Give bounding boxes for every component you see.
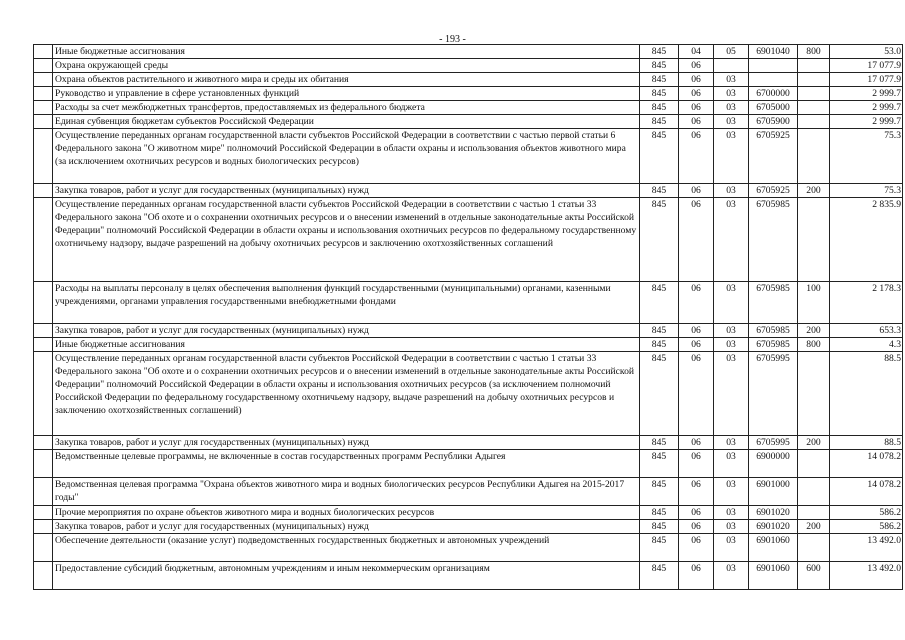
row-section-code: 06 bbox=[679, 59, 714, 73]
row-ministry-code: 845 bbox=[640, 352, 679, 436]
row-ministry-code: 845 bbox=[640, 338, 679, 352]
row-description: Иные бюджетные ассигнования bbox=[53, 338, 640, 352]
row-margin-cell bbox=[34, 87, 53, 101]
row-ministry-code: 845 bbox=[640, 59, 679, 73]
row-ministry-code: 845 bbox=[640, 129, 679, 184]
row-margin-cell bbox=[34, 115, 53, 129]
row-description: Осуществление переданных органам государственной власти субъектов Российской Федерации в соответствии с частью 1 статьи 33 Федерального закона "Об охоте и о сохранении охотничьих ресурсов и о внесении изменений в отдельные законодательные акты Российской Федерации" полномочий Российской Федерации в области охраны и использования охотничьих ресурсов (за исключением полномочий Российской Федерации по федеральному государственному охотничьему надзору, выдаче разрешений на добычу охотничьих ресурсов и заключению охотхозяйственных соглашений) bbox=[53, 352, 640, 436]
table-row bbox=[34, 73, 903, 87]
row-expense-type bbox=[798, 450, 830, 478]
row-section-code: 06 bbox=[679, 73, 714, 87]
row-target-article: 6705000 bbox=[749, 101, 798, 115]
table-row bbox=[34, 562, 903, 590]
row-amount: 75.3 bbox=[830, 184, 903, 198]
row-description: Охрана окружающей среды bbox=[53, 59, 640, 73]
row-target-article: 6705925 bbox=[749, 129, 798, 184]
row-target-article: 6705985 bbox=[749, 282, 798, 324]
row-ministry-code: 845 bbox=[640, 534, 679, 562]
row-section-code: 06 bbox=[679, 450, 714, 478]
row-ministry-code: 845 bbox=[640, 101, 679, 115]
table-row bbox=[34, 324, 903, 338]
row-section-code: 06 bbox=[679, 324, 714, 338]
row-subsection-code: 03 bbox=[714, 282, 749, 324]
row-amount: 2 999.7 bbox=[830, 115, 903, 129]
page-number: - 193 - bbox=[439, 34, 466, 45]
row-section-code: 06 bbox=[679, 520, 714, 534]
row-target-article: 6700000 bbox=[749, 87, 798, 101]
row-amount: 88.5 bbox=[830, 436, 903, 450]
row-target-article: 6705925 bbox=[749, 184, 798, 198]
row-subsection-code: 03 bbox=[714, 73, 749, 87]
row-target-article: 6705985 bbox=[749, 324, 798, 338]
row-description: Охрана объектов растительного и животного мира и среды их обитания bbox=[53, 73, 640, 87]
row-subsection-code: 03 bbox=[714, 87, 749, 101]
table-row bbox=[34, 129, 903, 184]
row-section-code: 06 bbox=[679, 478, 714, 506]
row-subsection-code: 03 bbox=[714, 562, 749, 590]
row-target-article: 6901040 bbox=[749, 45, 798, 59]
row-subsection-code bbox=[714, 59, 749, 73]
row-amount: 17 077.9 bbox=[830, 59, 903, 73]
row-margin-cell bbox=[34, 45, 53, 59]
row-description: Руководство и управление в сфере установленных функций bbox=[53, 87, 640, 101]
row-amount: 53.0 bbox=[830, 45, 903, 59]
row-expense-type bbox=[798, 198, 830, 282]
row-section-code: 06 bbox=[679, 338, 714, 352]
row-amount: 13 492.0 bbox=[830, 534, 903, 562]
row-subsection-code: 03 bbox=[714, 506, 749, 520]
row-amount: 17 077.9 bbox=[830, 73, 903, 87]
row-target-article: 6705985 bbox=[749, 338, 798, 352]
row-description: Ведомственная целевая программа "Охрана объектов животного мира и водных биологических ресурсов Республики Адыгея на 2015-2017 годы" bbox=[53, 478, 640, 506]
budget-table-body bbox=[34, 45, 903, 590]
row-section-code: 06 bbox=[679, 115, 714, 129]
row-margin-cell bbox=[34, 450, 53, 478]
row-ministry-code: 845 bbox=[640, 45, 679, 59]
row-ministry-code: 845 bbox=[640, 282, 679, 324]
row-amount: 13 492.0 bbox=[830, 562, 903, 590]
row-amount: 2 835.9 bbox=[830, 198, 903, 282]
row-expense-type: 100 bbox=[798, 282, 830, 324]
row-description: Закупка товаров, работ и услуг для государственных (муниципальных) нужд bbox=[53, 184, 640, 198]
row-target-article: 6901060 bbox=[749, 562, 798, 590]
row-target-article: 6705985 bbox=[749, 198, 798, 282]
row-amount: 88.5 bbox=[830, 352, 903, 436]
row-target-article: 6901020 bbox=[749, 520, 798, 534]
row-expense-type bbox=[798, 87, 830, 101]
row-target-article: 6901000 bbox=[749, 478, 798, 506]
row-ministry-code: 845 bbox=[640, 198, 679, 282]
row-section-code: 06 bbox=[679, 129, 714, 184]
row-target-article: 6901020 bbox=[749, 506, 798, 520]
row-ministry-code: 845 bbox=[640, 115, 679, 129]
row-description: Расходы за счет межбюджетных трансфертов, предоставляемых из федерального бюджета bbox=[53, 101, 640, 115]
row-amount: 4.3 bbox=[830, 338, 903, 352]
row-section-code: 06 bbox=[679, 184, 714, 198]
row-expense-type bbox=[798, 73, 830, 87]
row-section-code: 06 bbox=[679, 101, 714, 115]
row-margin-cell bbox=[34, 282, 53, 324]
table-row bbox=[34, 338, 903, 352]
row-section-code: 06 bbox=[679, 282, 714, 324]
row-margin-cell bbox=[34, 506, 53, 520]
row-subsection-code: 03 bbox=[714, 115, 749, 129]
table-row bbox=[34, 520, 903, 534]
row-ministry-code: 845 bbox=[640, 436, 679, 450]
row-expense-type: 200 bbox=[798, 324, 830, 338]
row-expense-type bbox=[798, 59, 830, 73]
row-description: Иные бюджетные ассигнования bbox=[53, 45, 640, 59]
row-margin-cell bbox=[34, 101, 53, 115]
table-row bbox=[34, 198, 903, 282]
budget-table bbox=[33, 44, 903, 590]
row-expense-type: 200 bbox=[798, 184, 830, 198]
row-section-code: 06 bbox=[679, 436, 714, 450]
row-amount: 2 178.3 bbox=[830, 282, 903, 324]
row-section-code: 06 bbox=[679, 534, 714, 562]
row-amount: 2 999.7 bbox=[830, 87, 903, 101]
table-row bbox=[34, 506, 903, 520]
row-subsection-code: 03 bbox=[714, 436, 749, 450]
row-expense-type: 800 bbox=[798, 338, 830, 352]
row-amount: 653.3 bbox=[830, 324, 903, 338]
row-ministry-code: 845 bbox=[640, 184, 679, 198]
row-description: Прочие мероприятия по охране объектов животного мира и водных биологических ресурсов bbox=[53, 506, 640, 520]
row-amount: 14 078.2 bbox=[830, 478, 903, 506]
row-margin-cell bbox=[34, 562, 53, 590]
row-margin-cell bbox=[34, 129, 53, 184]
row-description: Предоставление субсидий бюджетным, автономным учреждениям и иным некоммерческим организациям bbox=[53, 562, 640, 590]
row-expense-type: 800 bbox=[798, 45, 830, 59]
row-expense-type bbox=[798, 478, 830, 506]
table-row bbox=[34, 450, 903, 478]
row-expense-type: 200 bbox=[798, 520, 830, 534]
row-expense-type bbox=[798, 534, 830, 562]
row-description: Закупка товаров, работ и услуг для государственных (муниципальных) нужд bbox=[53, 436, 640, 450]
row-section-code: 06 bbox=[679, 87, 714, 101]
row-description: Закупка товаров, работ и услуг для государственных (муниципальных) нужд bbox=[53, 520, 640, 534]
row-description: Закупка товаров, работ и услуг для государственных (муниципальных) нужд bbox=[53, 324, 640, 338]
row-expense-type bbox=[798, 115, 830, 129]
row-section-code: 06 bbox=[679, 198, 714, 282]
row-expense-type bbox=[798, 101, 830, 115]
row-ministry-code: 845 bbox=[640, 506, 679, 520]
table-row bbox=[34, 184, 903, 198]
row-ministry-code: 845 bbox=[640, 478, 679, 506]
row-subsection-code: 05 bbox=[714, 45, 749, 59]
row-subsection-code: 03 bbox=[714, 338, 749, 352]
row-target-article: 6705995 bbox=[749, 352, 798, 436]
table-row bbox=[34, 478, 903, 506]
row-section-code: 04 bbox=[679, 45, 714, 59]
table-row bbox=[34, 352, 903, 436]
row-amount: 586.2 bbox=[830, 520, 903, 534]
row-description: Осуществление переданных органам государственной власти субъектов Российской Федерации в соответствии с частью первой статьи 6 Федерального закона "О животном мире" полномочий Российской Федерации в области охраны и использования объектов животного мира (за исключением охотничьих ресурсов и водных биологических ресурсов) bbox=[53, 129, 640, 184]
row-ministry-code: 845 bbox=[640, 450, 679, 478]
row-subsection-code: 03 bbox=[714, 352, 749, 436]
row-target-article bbox=[749, 59, 798, 73]
row-margin-cell bbox=[34, 184, 53, 198]
row-section-code: 06 bbox=[679, 562, 714, 590]
row-subsection-code: 03 bbox=[714, 129, 749, 184]
row-margin-cell bbox=[34, 73, 53, 87]
row-margin-cell bbox=[34, 520, 53, 534]
row-margin-cell bbox=[34, 478, 53, 506]
row-expense-type bbox=[798, 506, 830, 520]
row-section-code: 06 bbox=[679, 352, 714, 436]
row-subsection-code: 03 bbox=[714, 101, 749, 115]
row-margin-cell bbox=[34, 324, 53, 338]
row-section-code: 06 bbox=[679, 506, 714, 520]
row-subsection-code: 03 bbox=[714, 478, 749, 506]
row-subsection-code: 03 bbox=[714, 450, 749, 478]
table-row bbox=[34, 436, 903, 450]
row-amount: 75.3 bbox=[830, 129, 903, 184]
row-expense-type: 200 bbox=[798, 436, 830, 450]
row-target-article: 6900000 bbox=[749, 450, 798, 478]
row-margin-cell bbox=[34, 534, 53, 562]
row-margin-cell bbox=[34, 436, 53, 450]
row-ministry-code: 845 bbox=[640, 562, 679, 590]
table-row bbox=[34, 45, 903, 59]
row-amount: 14 078.2 bbox=[830, 450, 903, 478]
row-target-article: 6705900 bbox=[749, 115, 798, 129]
row-expense-type bbox=[798, 352, 830, 436]
row-description: Обеспечение деятельности (оказание услуг) подведомственных государственных бюджетных и автономных учреждений bbox=[53, 534, 640, 562]
table-row bbox=[34, 282, 903, 324]
row-amount: 586.2 bbox=[830, 506, 903, 520]
row-subsection-code: 03 bbox=[714, 198, 749, 282]
row-expense-type: 600 bbox=[798, 562, 830, 590]
row-target-article: 6901060 bbox=[749, 534, 798, 562]
table-row bbox=[34, 115, 903, 129]
row-ministry-code: 845 bbox=[640, 73, 679, 87]
row-ministry-code: 845 bbox=[640, 87, 679, 101]
row-subsection-code: 03 bbox=[714, 324, 749, 338]
row-subsection-code: 03 bbox=[714, 534, 749, 562]
row-ministry-code: 845 bbox=[640, 520, 679, 534]
row-margin-cell bbox=[34, 352, 53, 436]
row-expense-type bbox=[798, 129, 830, 184]
row-margin-cell bbox=[34, 59, 53, 73]
table-row bbox=[34, 87, 903, 101]
row-ministry-code: 845 bbox=[640, 324, 679, 338]
row-target-article bbox=[749, 73, 798, 87]
row-description: Осуществление переданных органам государственной власти субъектов Российской Федерации в соответствии с частью 1 статьи 33 Федерального закона "Об охоте и о сохранении охотничьих ресурсов и о внесении изменений в отдельные законодательные акты Российской Федерации" полномочий Российской Федерации в области охраны и использования охотничьих ресурсов по федеральному государственному охотничьему надзору, выдаче разрешений на добычу охотничьих ресурсов и заключению охотхозяйственных соглашений bbox=[53, 198, 640, 282]
row-description: Ведомственные целевые программы, не включенные в состав государственных программ Республики Адыгея bbox=[53, 450, 640, 478]
table-row bbox=[34, 59, 903, 73]
row-amount: 2 999.7 bbox=[830, 101, 903, 115]
row-subsection-code: 03 bbox=[714, 184, 749, 198]
table-row bbox=[34, 101, 903, 115]
row-margin-cell bbox=[34, 338, 53, 352]
row-description: Расходы на выплаты персоналу в целях обеспечения выполнения функций государственными (муниципальными) органами, казенными учреждениями, органами управления государственными внебюджетными фондами bbox=[53, 282, 640, 324]
row-subsection-code: 03 bbox=[714, 520, 749, 534]
row-target-article: 6705995 bbox=[749, 436, 798, 450]
row-description: Единая субвенция бюджетам субъектов Российской Федерации bbox=[53, 115, 640, 129]
row-margin-cell bbox=[34, 198, 53, 282]
table-row bbox=[34, 534, 903, 562]
